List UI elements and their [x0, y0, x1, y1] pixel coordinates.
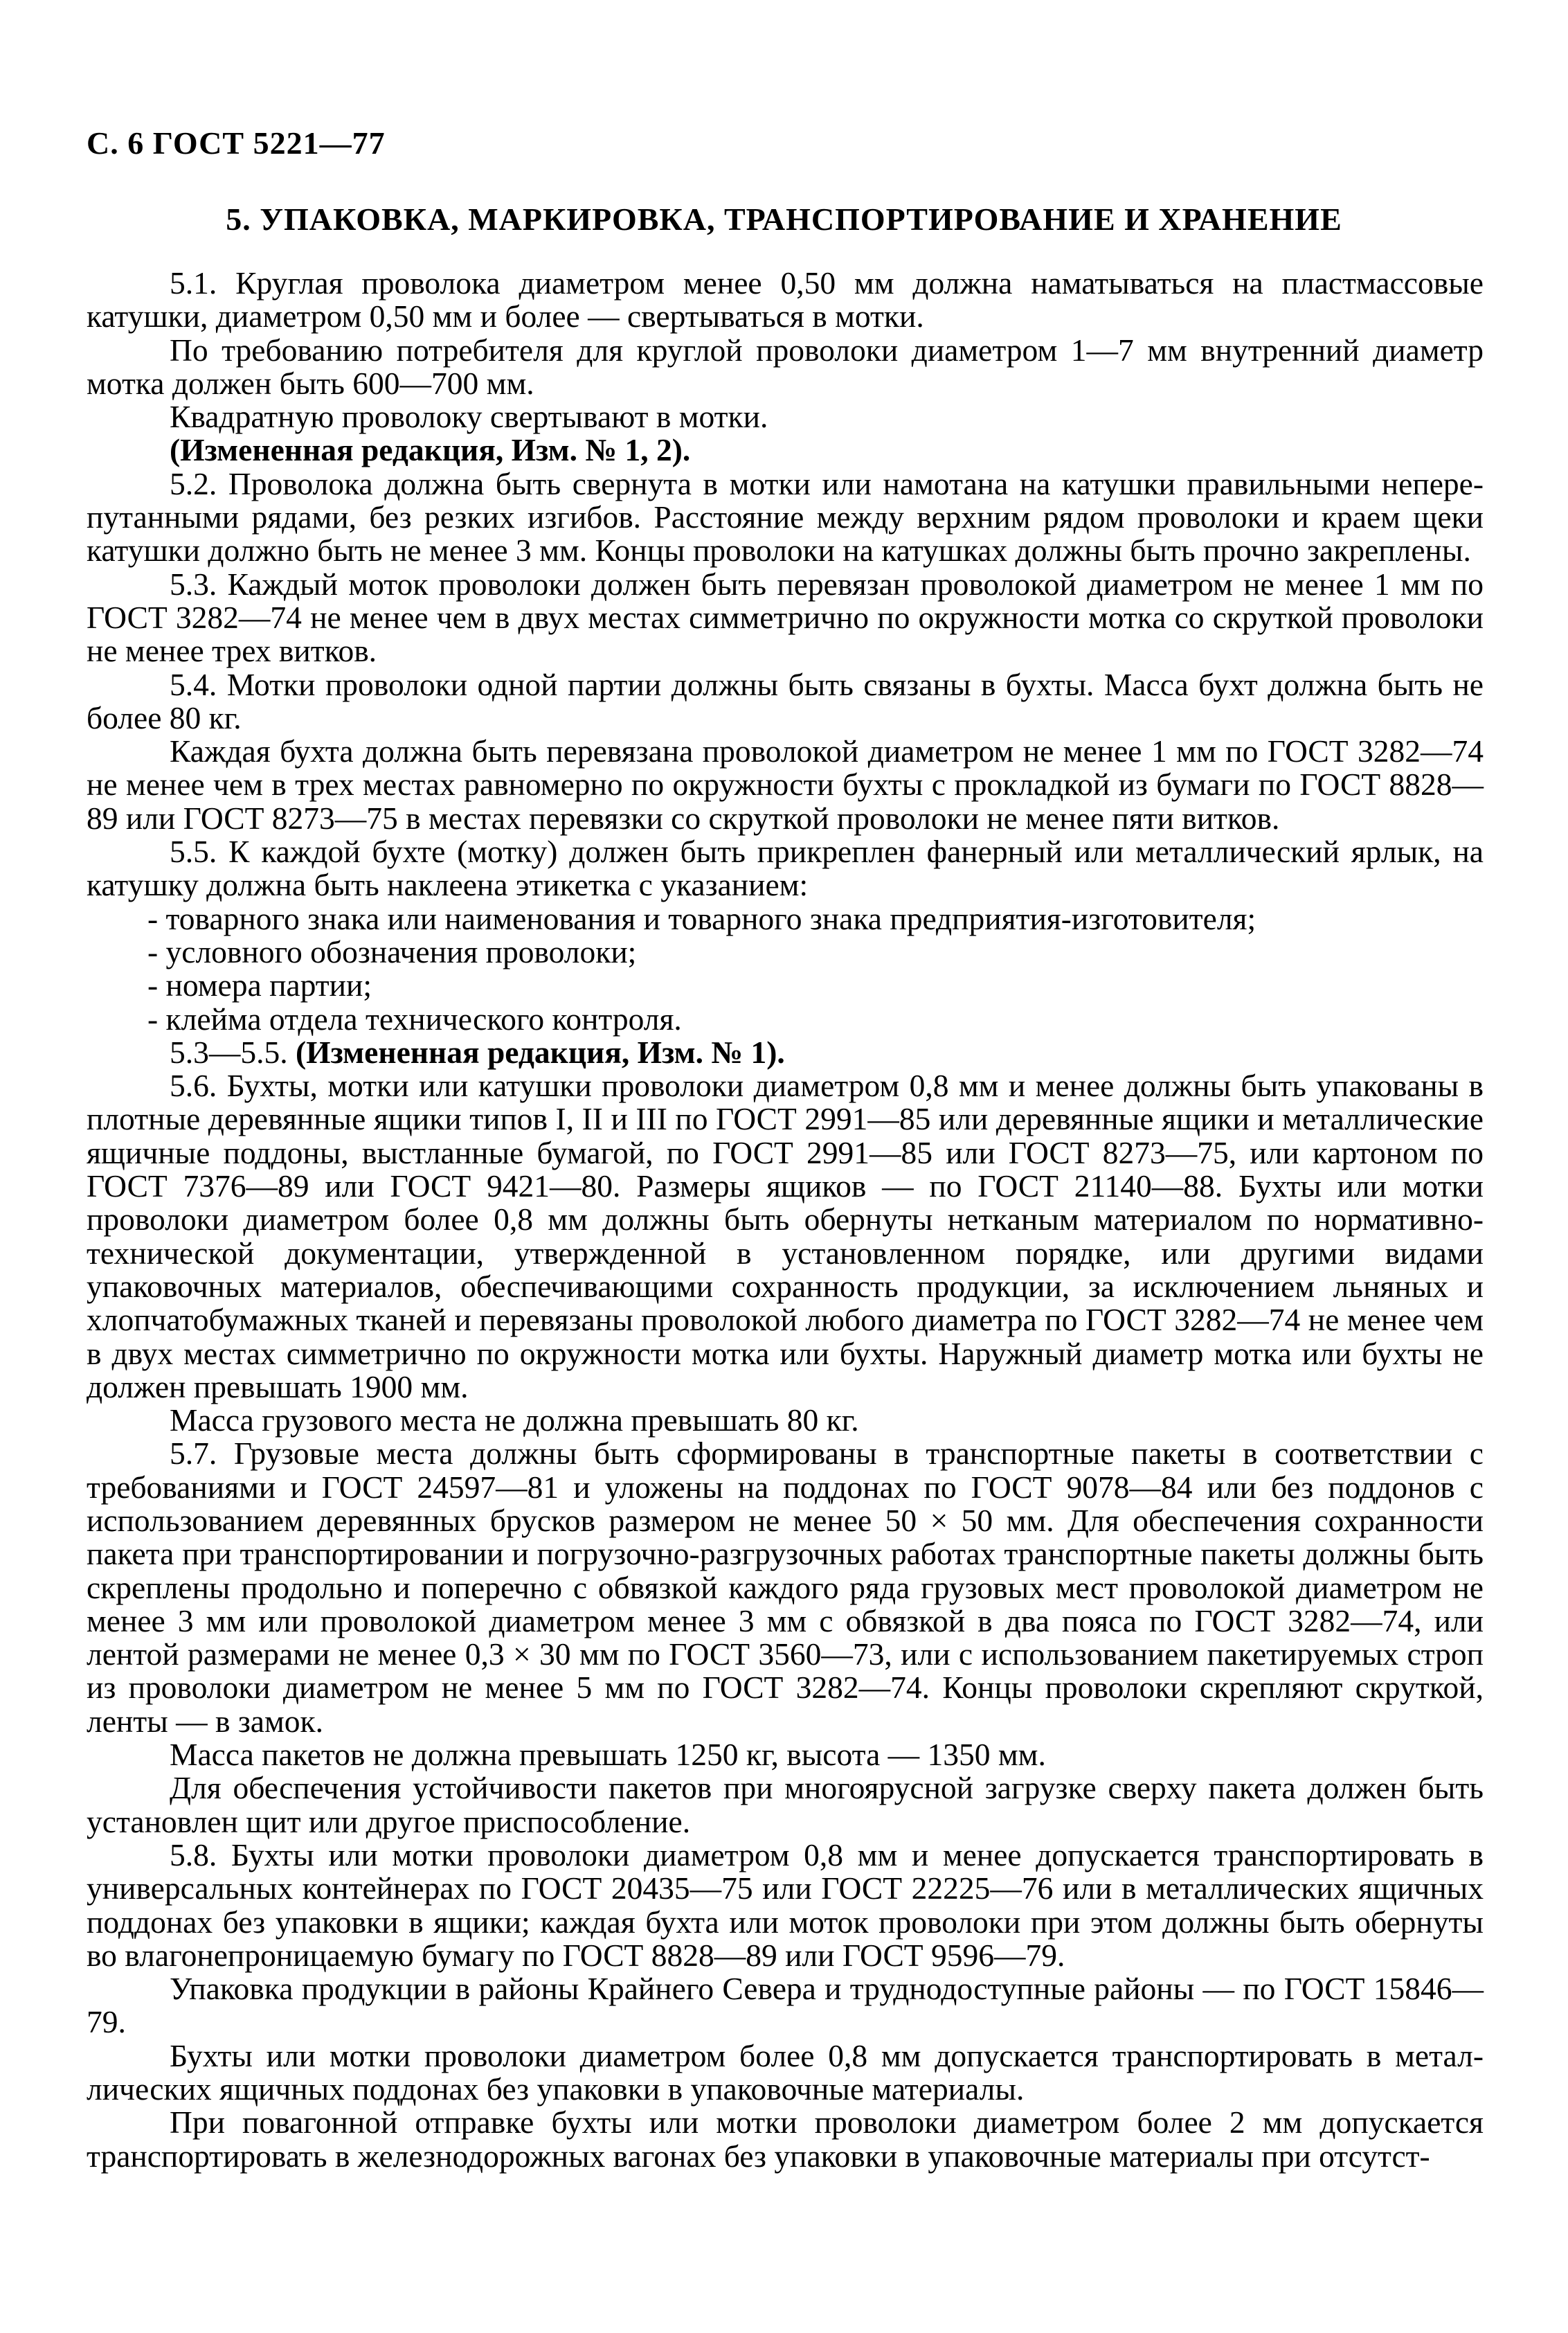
paragraph-5-3: 5.3. Каждый моток проволоки должен быть перевязан проволокой диаметром не менее 1 мм по ГОСТ 3282—74 не менее чем в двух местах симметрично по окружности мотка со скруткой проволоки не менее трех витков. — [87, 566, 1484, 669]
list-item: - товарного знака или наименования и товарного знака предприятия-изготовителя; — [147, 900, 1256, 936]
amendment-range: 5.3—5.5. — [170, 1034, 296, 1070]
page-header: С. 6 ГОСТ 5221—77 — [87, 125, 386, 161]
paragraph-bundle-tying: Каждая бухта должна быть перевязана проволокой диаметром не менее 1 мм по ГОСТ 3282—74 не менее чем в трех местах равномерно по окружности бухты с прокладкой из бумаги по ГОСТ 8828—89 или ГОСТ 8273—75 в местах перевязки со скруткой проволоки не менее пяти витков. — [87, 733, 1484, 836]
list-item: - номера партии; — [147, 967, 372, 1003]
document-body — [87, 267, 1484, 2173]
paragraph-cargo-mass: Масса грузового места не должна превышать 80 кг. — [170, 1402, 859, 1438]
paragraph-package-mass: Масса пакетов не должна превышать 1250 кг, высота — 1350 мм. — [170, 1737, 1046, 1773]
paragraph-package-stability: Для обеспечения устойчивости пакетов при многоярусной загрузке сверху пакета должен быть установлен щит или другое приспособление. — [87, 1770, 1484, 1839]
paragraph-5-2: 5.2. Проволока должна быть свернута в мотки или намотана на катушки правильными неперепутанными рядами, без резких изгибов. Расстояние между верхним рядом проволоки и краем щеки катушки должно быть не менее 3 мм. Концы проволоки на катушках должны быть прочно закреплены. — [87, 465, 1484, 569]
list-item: - условного обозначения проволоки; — [147, 933, 637, 969]
paragraph-inner-diameter: По требованию потребителя для круглой проволоки диаметром 1—7 мм внутренний диаметр мотка должен быть 600—700 мм. — [87, 332, 1484, 401]
paragraph-far-north: Упаковка продукции в районы Крайнего Севера и труднодоступные районы — по ГОСТ 15846—79. — [87, 1971, 1484, 2040]
amendment-note-1: (Измененная редакция, Изм. № 1, 2). — [170, 432, 691, 468]
paragraph-rail-shipping: При повагонной отправке бухты или мотки проволоки диаметром более 2 мм допускается транспортировать в железнодорожных вагонах без упаковки в упаковочные материалы при отсутст- — [87, 2104, 1484, 2174]
paragraph-5-8: 5.8. Бухты или мотки проволоки диаметром 0,8 мм и менее допускается транспортировать в универсальных контейнерах по ГОСТ 20435—75 или ГОСТ 22225—76 или в металлических ящичных поддонах без упаковки в ящики; каждая бухта или моток проволоки при этом должны быть обернуты во влагонепроницаемую бумагу по ГОСТ 8828—89 или ГОСТ 9596—79. — [87, 1836, 1484, 1973]
paragraph-metal-pallets: Бухты или мотки проволоки диаметром более 0,8 мм допускается транспортировать в металлических ящичных поддонах без упаковки в упаковочные материалы. — [87, 2037, 1484, 2107]
section-title: 5. УПАКОВКА, МАРКИРОВКА, ТРАНСПОРТИРОВАНИЕ И ХРАНЕНИЕ — [226, 202, 1342, 237]
paragraph-5-4: 5.4. Мотки проволоки одной партии должны быть связаны в бухты. Масса бухт должна быть не более 80 кг. — [87, 666, 1484, 735]
paragraph-5-6: 5.6. Бухты, мотки или катушки проволоки диаметром 0,8 мм и менее должны быть упакованы в плотные деревянные ящики типов I, II и III по ГОСТ 2991—85 или деревянные ящики и металлические ящичные поддоны, выстланные бумагой, по ГОСТ 2991—85 или ГОСТ 8273—75, или картоном по ГОСТ 7376—89 или ГОСТ 9421—80. Размеры ящиков — по ГОСТ 21140—88. Бухты или мотки проволоки диаметром более 0,8 мм должны быть обернуты нетканым материалом по нормативно-технической документации, утвержденной в установленном порядке, или другими видами упаковочных материалов, обеспечивающими сохранность продукции, за исключением льняных и хлопчатобумажных тканей и перевязаны проволокой любого диаметра по ГОСТ 3282—74 не менее чем в двух местах симметрично по окружности мотка или бухты. Наружный диаметр мотка или бухты не должен превышать 1900 мм. — [87, 1068, 1484, 1404]
paragraph-5-1: 5.1. Круглая проволока диаметром менее 0,50 мм должна наматываться на пластмассовые катушки, диаметром 0,50 мм и более — свертываться в мотки. — [87, 265, 1484, 334]
list-item: - клейма отдела технического контроля. — [147, 1001, 682, 1037]
amendment-note-2 — [87, 1036, 1484, 1069]
paragraph-5-5: 5.5. К каждой бухте (мотку) должен быть прикреплен фанерный или металлический ярлык, на катушку должна быть наклеена этикетка с указанием: — [87, 834, 1484, 903]
paragraph-square-wire: Квадратную проволоку свертывают в мотки. — [170, 399, 768, 435]
amendment-text: (Измененная редакция, Изм. № 1). — [296, 1034, 785, 1070]
paragraph-5-7: 5.7. Грузовые места должны быть сформированы в транспортные пакеты в соответствии с требованиями и ГОСТ 24597—81 и уложены на поддонах по ГОСТ 9078—84 или без поддонов с использованием деревянных брусков размером не менее 50 × 50 мм. Для обеспечения сохранности пакета при транспортировании и погрузочно-разгрузочных работах транспортные пакеты должны быть скреплены продольно и поперечно с обвязкой каждого ряда грузовых мест проволокой диаметром не менее 3 мм или проволокой диаметром менее 3 мм с обвязкой в два пояса по ГОСТ 3282—74, или лентой размерами не менее 0,3 × 30 мм по ГОСТ 3560—73, или с использованием пакетируемых строп из проволоки диаметром не менее 5 мм по ГОСТ 3282—74. Концы проволоки скрепляют скруткой, ленты — в замок. — [87, 1436, 1484, 1739]
